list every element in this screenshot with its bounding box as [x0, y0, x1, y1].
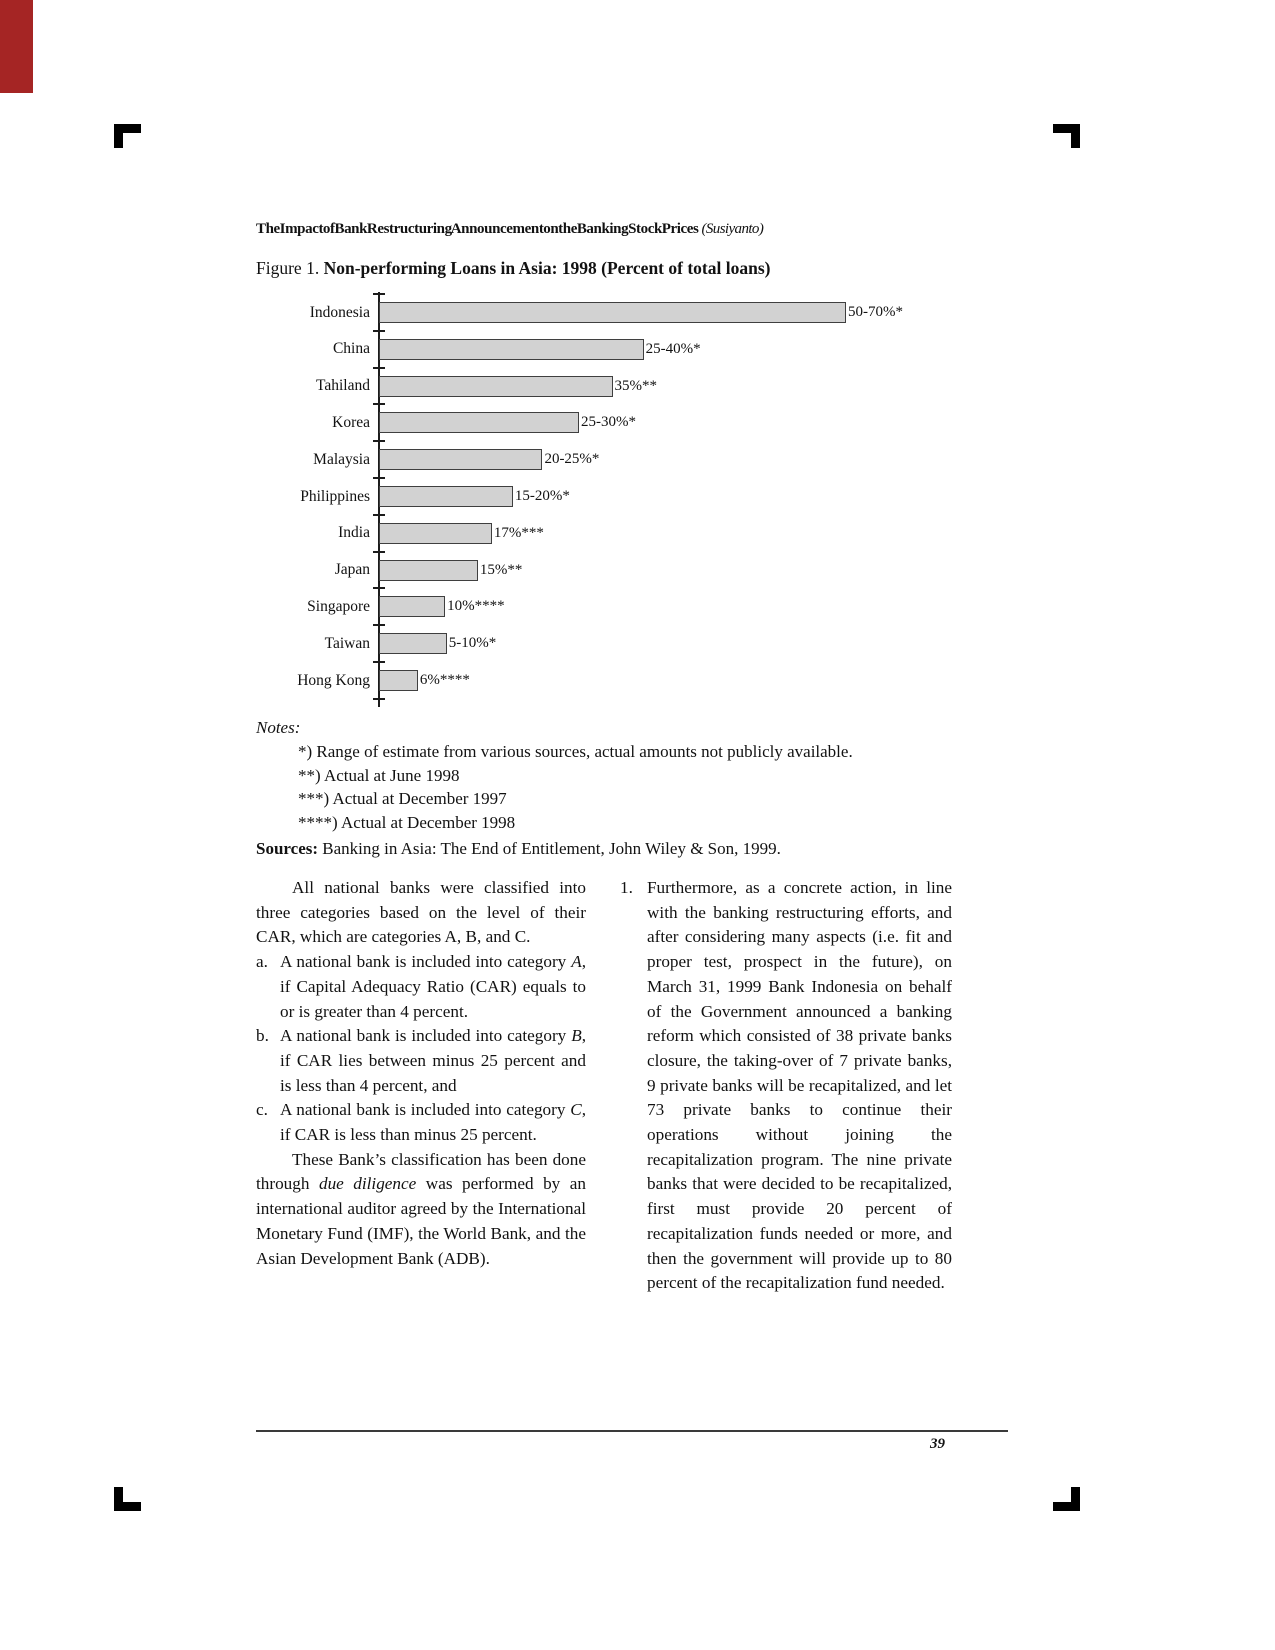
chart-value-label: 25-30%* [581, 414, 637, 431]
sources-label: Sources: [256, 839, 319, 858]
chart-category-label: Japan [334, 561, 370, 579]
list-marker: 1. [620, 878, 633, 897]
chart-row [256, 552, 926, 589]
text-segment-italic: C [570, 1100, 582, 1120]
list-marker: a. [256, 952, 268, 972]
list-item-text [280, 950, 586, 1024]
chart-row [256, 404, 926, 441]
chart-plot [256, 294, 926, 710]
chart-bar [379, 449, 542, 470]
chart-row [256, 662, 926, 699]
sources-line [256, 839, 976, 859]
paragraph: All national banks were classified into three categories based on the level of their CAR, which are categories A, B, and C. [256, 878, 586, 947]
axis-tick-icon [373, 330, 385, 332]
text-segment: , if Capital Adequacy Ratio (CAR) equals to or is greater than 4 percent. [280, 952, 586, 1021]
chart-value-label: 50-70%* [848, 304, 903, 320]
list-item-text [280, 1024, 586, 1098]
crop-mark-bottom-left-icon [114, 1487, 141, 1511]
chart-row [256, 368, 926, 405]
chart-bar [379, 560, 478, 581]
chart-category-label: Malaysia [313, 450, 370, 468]
crop-mark-bottom-right-icon [1053, 1487, 1080, 1511]
list-item-c [256, 1098, 586, 1147]
running-head-title: The Impact of Bank Restructuring Announcement on the Banking Stock Prices [256, 221, 699, 237]
text-segment: A national bank is included into category [280, 952, 572, 972]
axis-tick-icon [373, 514, 385, 516]
axis-tick-icon [373, 661, 385, 663]
axis-tick-icon [373, 440, 385, 442]
chart-row [256, 331, 926, 368]
text-segment: , if CAR lies between minus 25 percent and is less than 4 percent, and [280, 1026, 586, 1095]
axis-tick-icon [373, 293, 385, 295]
axis-tick-icon [373, 477, 385, 479]
paragraph [256, 1148, 586, 1272]
chart-bar [379, 376, 613, 397]
note-line: ***) Actual at December 1997 [298, 789, 507, 809]
text-segment-italic: due diligence [318, 1174, 417, 1194]
chart-value-label: 10%**** [447, 598, 505, 615]
text-segment-italic: A [571, 952, 582, 972]
crop-mark-top-right-icon [1053, 124, 1080, 148]
list-item-text: Furthermore, as a concrete action, in line with the banking restructuring efforts, and after considering many aspects (i.e. fit and proper test, prospect in the future), on March 31, 1999 Bank Indonesia on behalf of the Government announced a banking reform which consisted of 38 private banks closure, the taking-over of 7 private banks, 9 private banks will be recapitalized, and let 73 private banks to continue their operations without joining the recapitalization program. The nine private banks that were decided to be recapitalized, first must provide 20 percent of recapitalization funds needed or more, and then the government will provide up to 80 percent of the recapitalization fund needed. [647, 878, 952, 1293]
running-head-author: (Susiyanto) [701, 221, 764, 237]
chart-value-label: 17%*** [493, 524, 544, 541]
chart-bar [379, 302, 846, 323]
chart-value-label: 20-25%* [544, 451, 600, 468]
chart-bar [379, 596, 445, 617]
list-item-a [256, 950, 586, 1024]
list-item-text [280, 1098, 586, 1147]
notes-block [256, 716, 976, 835]
figure-caption-prefix: Figure 1. [256, 258, 324, 278]
page-number: 39 [930, 1436, 945, 1452]
body-column-right [620, 876, 952, 1296]
list-marker: b. [256, 1026, 269, 1046]
chart-category-label: Korea [332, 413, 370, 431]
chart-bar [379, 670, 418, 691]
chart-row [256, 625, 926, 662]
chart-row [256, 515, 926, 552]
list-marker: c. [256, 1100, 268, 1120]
text-segment-italic: B [571, 1026, 582, 1046]
chart-bar [379, 633, 447, 654]
list-item-1 [620, 876, 952, 1296]
chart-row [256, 588, 926, 625]
text-segment: A national bank is included into category [280, 1100, 571, 1120]
crop-mark-top-left-icon [114, 124, 141, 148]
chart-category-label: Philippines [300, 487, 370, 505]
chart-value-label: 6%**** [419, 672, 470, 688]
running-head [256, 221, 763, 238]
note-line: ****) Actual at December 1998 [298, 813, 516, 833]
text-segment: A national bank is included into category [280, 1026, 572, 1046]
chart-value-label: 25-40%* [645, 340, 701, 357]
note-line: *) Range of estimate from various sources, actual amounts not publicly available. [298, 741, 853, 761]
note-line: **) Actual at June 1998 [298, 765, 460, 785]
figure-caption-title: Non-performing Loans in Asia: 1998 (Percent of total loans) [323, 258, 771, 278]
chart-value-label: 15-20%* [514, 488, 570, 504]
figure-caption [256, 258, 770, 279]
chart-bar [379, 486, 513, 507]
notes-label: Notes: [256, 718, 301, 737]
bar-chart [256, 294, 926, 710]
axis-tick-icon [373, 367, 385, 369]
axis-tick-icon [373, 551, 385, 553]
chart-row [256, 294, 926, 331]
body-column-left [256, 876, 586, 1271]
chart-value-label: 5-10%* [448, 635, 497, 652]
chart-category-label: Hong Kong [297, 671, 370, 689]
chart-category-label: China [332, 340, 370, 358]
text-segment: , if CAR is less than minus 25 percent. [280, 1100, 586, 1145]
footer-rule [256, 1430, 1008, 1432]
axis-tick-icon [373, 587, 385, 589]
chart-bar [379, 339, 644, 360]
text-segment: These Bank’s classification has been done through [256, 1149, 586, 1194]
text-segment: was performed by an international auditor agreed by the International Monetary Fund (IMF), the World Bank, and the Asian Development Bank (ADB). [256, 1174, 586, 1268]
axis-tick-icon [373, 698, 385, 700]
chart-bar [379, 412, 579, 433]
axis-tick-icon [373, 624, 385, 626]
chart-category-label: Singapore [307, 597, 370, 615]
chart-category-label: India [338, 524, 370, 542]
chart-category-label: Indonesia [309, 303, 370, 321]
chart-category-label: Tahiland [315, 377, 370, 395]
print-artifact-red-bar [0, 0, 33, 93]
chart-row [256, 478, 926, 515]
axis-tick-icon [373, 403, 385, 405]
chart-bar [379, 523, 492, 544]
chart-category-label: Taiwan [324, 634, 370, 652]
list-item-b [256, 1024, 586, 1098]
sources-text: Banking in Asia: The End of Entitlement, John Wiley & Son, 1999. [318, 839, 781, 858]
chart-row [256, 441, 926, 478]
chart-value-label: 35%** [614, 377, 657, 394]
chart-value-label: 15%** [479, 561, 523, 578]
